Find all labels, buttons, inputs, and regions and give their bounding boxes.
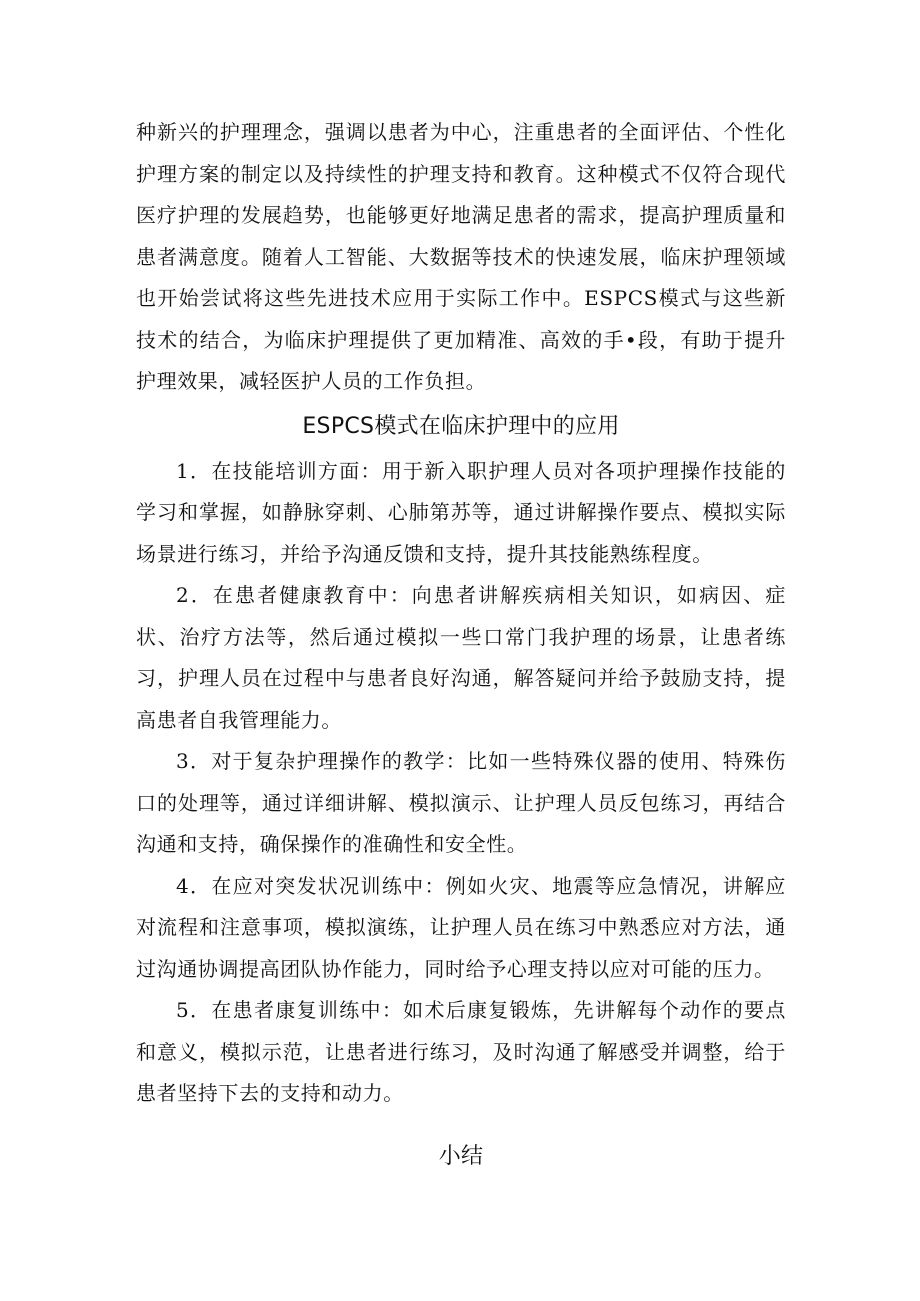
section-heading: ESPCS模式在临床护理中的应用 bbox=[302, 413, 620, 439]
list-item-1: 1．在技能培训方面：用于新入职护理人员对各项护理操作技能的学习和掌握，如静脉穿刺、心肺第苏等，通过讲解操作要点、模拟实际场景进行练习，并给予沟通反馈和支持，提升其技能熟练程度。 bbox=[136, 458, 786, 566]
intro-paragraph: 种新兴的护理理念，强调以患者为中心，注重患者的全面评估、个性化护理方案的制定以及持续性的护理支持和教育。这种模式不仅符合现代医疗护理的发展趋势，也能够更好地满足患者的需求，提高护理质量和患者满意度。随着人工智能、大数据等技术的快速发展，临床护理领域也开始尝试将这些先进技术应用于实际工作中。ESPCS模式与这些新技术的结合，为临床护理提供了更加精准、高效的手•段，有助于提升护理效果，减轻医护人员的工作负担。 bbox=[136, 120, 786, 393]
document-body bbox=[136, 112, 786, 1181]
list-item-3: 3．对于复杂护理操作的教学：比如一些特殊仪器的使用、特殊伤口的处理等，通过详细讲解、模拟演示、让护理人员反包练习，再结合沟通和支持，确保操作的准确性和安全性。 bbox=[136, 749, 786, 856]
summary-heading: 小结 bbox=[438, 1143, 484, 1169]
list-item-2: 2．在患者健康教育中：向患者讲解疾病相关知识，如病因、症状、治疗方法等，然后通过模拟一些口常门我护理的场景，让患者练习，护理人员在过程中与患者良好沟通，解答疑问并给予鼓励支持，提高患者自我管理能力。 bbox=[136, 583, 786, 732]
list-item-4: 4．在应对突发状况训练中：例如火灾、地震等应急情况，讲解应对流程和注意事项，模拟演练，让护理人员在练习中熟悉应对方法，通过沟通协调提高团队协作能力，同时给予心理支持以应对可能的压力。 bbox=[136, 873, 786, 981]
list-item-5: 5．在患者康复训练中：如术后康复锻炼，先讲解每个动作的要点和意义，模拟示范，让患者进行练习，及时沟通了解感受并调整，给于患者坚持下去的支持和动力。 bbox=[136, 998, 786, 1105]
